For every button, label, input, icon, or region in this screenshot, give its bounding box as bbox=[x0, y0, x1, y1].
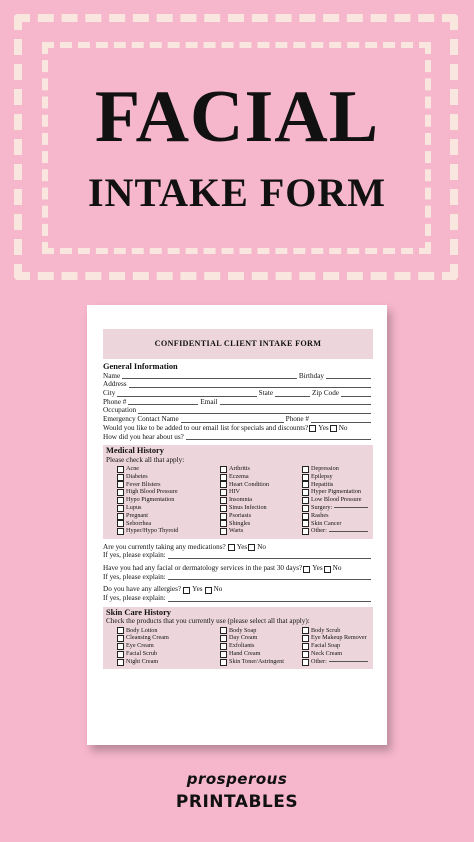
medical-item[interactable]: Diabetes bbox=[117, 473, 220, 481]
medical-item[interactable]: Hyper/Hypo Thyroid bbox=[117, 528, 220, 536]
medical-item[interactable]: Epilepsy bbox=[302, 473, 370, 481]
checkbox[interactable] bbox=[302, 651, 309, 658]
allergies-question: Do you have any allergies? bbox=[103, 585, 182, 594]
medications-explain-row bbox=[103, 551, 373, 560]
general-information-section bbox=[103, 359, 373, 441]
city-label: City bbox=[103, 389, 116, 398]
phone-field[interactable] bbox=[128, 404, 198, 405]
skincare-item[interactable]: Night Cream bbox=[117, 658, 220, 666]
medical-col-1 bbox=[106, 465, 220, 535]
medications-question: Are you currently taking any medications? bbox=[103, 542, 226, 551]
checkbox[interactable] bbox=[220, 513, 227, 520]
checkbox[interactable] bbox=[117, 474, 124, 481]
allergies-explain-field[interactable] bbox=[168, 601, 371, 602]
medical-other-field[interactable] bbox=[329, 531, 368, 532]
checkbox[interactable] bbox=[117, 627, 124, 634]
checkbox[interactable] bbox=[302, 627, 309, 634]
medical-item[interactable]: Eczema bbox=[220, 473, 302, 481]
medical-item[interactable]: Psoriasis bbox=[220, 512, 302, 520]
skincare-item[interactable]: Skin Toner/Astringent bbox=[220, 658, 302, 666]
medical-heading: Medical History bbox=[106, 446, 164, 456]
email-field[interactable] bbox=[220, 404, 371, 405]
checkbox[interactable] bbox=[302, 659, 309, 666]
medical-item[interactable]: High Blood Pressure bbox=[117, 489, 220, 497]
medical-item[interactable]: Low Blood Pressure bbox=[302, 497, 370, 505]
medical-item[interactable]: Other: bbox=[302, 528, 370, 536]
medical-item[interactable]: Pregnant bbox=[117, 512, 220, 520]
checkbox[interactable] bbox=[302, 505, 309, 512]
medications-row bbox=[103, 543, 373, 552]
medical-checklist bbox=[106, 465, 370, 535]
checkbox[interactable] bbox=[220, 635, 227, 642]
medications-no-label: No bbox=[257, 542, 267, 551]
skincare-other-field[interactable] bbox=[329, 661, 368, 662]
occupation-field[interactable] bbox=[138, 413, 371, 414]
address-field[interactable] bbox=[129, 387, 371, 388]
medical-item[interactable]: Depression bbox=[302, 465, 370, 473]
skincare-col-1 bbox=[106, 627, 220, 666]
form-document bbox=[103, 329, 373, 669]
occupation-label: Occupation bbox=[103, 406, 137, 415]
phone-label: Phone # bbox=[103, 397, 127, 406]
address-label: Address bbox=[103, 380, 127, 389]
skin-care-history-section bbox=[103, 607, 373, 669]
birthday-label: Birthday bbox=[298, 371, 324, 380]
medical-item[interactable]: Shingles bbox=[220, 520, 302, 528]
medications-explain-field[interactable] bbox=[168, 558, 371, 559]
zip-field[interactable] bbox=[341, 396, 371, 397]
allergies-explain-row bbox=[103, 594, 373, 603]
medical-item[interactable]: Surgery: bbox=[302, 504, 370, 512]
email-list-no-checkbox[interactable] bbox=[330, 425, 337, 432]
skincare-heading: Skin Care History bbox=[106, 607, 171, 617]
checkbox[interactable] bbox=[302, 643, 309, 650]
checkbox[interactable] bbox=[220, 489, 227, 496]
city-field[interactable] bbox=[117, 396, 256, 397]
medical-col-3 bbox=[302, 465, 370, 535]
medical-item[interactable]: Hypo Pigmentation bbox=[117, 497, 220, 505]
phone-row bbox=[103, 398, 373, 407]
checkbox[interactable] bbox=[220, 520, 227, 527]
form-paper bbox=[87, 305, 387, 745]
address-row bbox=[103, 380, 373, 389]
medical-item[interactable]: Seborrhea bbox=[117, 520, 220, 528]
birthday-field[interactable] bbox=[326, 378, 371, 379]
allergies-row bbox=[103, 585, 373, 594]
general-heading: General Information bbox=[103, 362, 178, 371]
skincare-item[interactable]: Hand Cream bbox=[220, 650, 302, 658]
allergies-question-block bbox=[103, 585, 373, 602]
email-list-yes-checkbox[interactable] bbox=[309, 425, 316, 432]
checkbox[interactable] bbox=[302, 520, 309, 527]
checkbox[interactable] bbox=[117, 489, 124, 496]
skincare-item[interactable]: Facial Scrub bbox=[117, 650, 220, 658]
email-list-row bbox=[103, 424, 373, 433]
checkbox[interactable] bbox=[117, 528, 124, 535]
medical-item[interactable]: Arthritis bbox=[220, 465, 302, 473]
medical-item[interactable]: Hyper Pigmentation bbox=[302, 489, 370, 497]
medical-item[interactable]: Lupus bbox=[117, 504, 220, 512]
skincare-col-2 bbox=[220, 627, 302, 666]
medical-item[interactable]: Hepatitis bbox=[302, 481, 370, 489]
brand-name-line1: prosperous bbox=[186, 770, 288, 788]
services-row bbox=[103, 564, 373, 573]
checkbox[interactable] bbox=[220, 497, 227, 504]
email-list-question: Would you like to be added to our email list for specials and discounts? bbox=[103, 423, 309, 432]
checkbox[interactable] bbox=[117, 505, 124, 512]
state-label: State bbox=[258, 389, 274, 398]
hear-question: How did you hear about us? bbox=[103, 432, 184, 441]
checkbox[interactable] bbox=[220, 466, 227, 473]
occupation-row bbox=[103, 406, 373, 415]
services-explain-row bbox=[103, 573, 373, 582]
allergies-yes-checkbox[interactable] bbox=[183, 587, 190, 594]
services-question-block bbox=[103, 564, 373, 581]
services-no-label: No bbox=[332, 564, 342, 573]
medications-question-block bbox=[103, 543, 373, 560]
email-list-no-label: No bbox=[338, 423, 348, 432]
checkbox[interactable] bbox=[302, 474, 309, 481]
allergies-yes-label: Yes bbox=[192, 585, 203, 594]
hear-row bbox=[103, 432, 373, 441]
checkbox[interactable] bbox=[117, 659, 124, 666]
email-list-yes-label: Yes bbox=[318, 423, 329, 432]
checkbox[interactable] bbox=[117, 466, 124, 473]
medical-instruction: Please check all that apply: bbox=[106, 455, 185, 464]
checkbox[interactable] bbox=[302, 497, 309, 504]
checkbox[interactable] bbox=[220, 481, 227, 488]
checkbox[interactable] bbox=[302, 489, 309, 496]
brand-name-line2: PRINTABLES bbox=[175, 792, 299, 812]
skincare-col-3 bbox=[302, 627, 370, 666]
medical-item[interactable]: Skin Cancer bbox=[302, 520, 370, 528]
checkbox[interactable] bbox=[302, 481, 309, 488]
zip-label: Zip Code bbox=[312, 389, 339, 398]
title-facial: FACIAL bbox=[94, 76, 380, 158]
state-field[interactable] bbox=[275, 396, 310, 397]
surgery-field[interactable] bbox=[334, 507, 368, 508]
checkbox[interactable] bbox=[117, 651, 124, 658]
name-field[interactable] bbox=[122, 378, 297, 379]
medical-item[interactable]: Fever Blisters bbox=[117, 481, 220, 489]
email-label: Email bbox=[200, 397, 218, 406]
checkbox[interactable] bbox=[302, 635, 309, 642]
checkbox[interactable] bbox=[302, 528, 309, 535]
checkbox[interactable] bbox=[117, 513, 124, 520]
medical-col-2 bbox=[220, 465, 302, 535]
allergies-no-label: No bbox=[213, 585, 223, 594]
checkbox[interactable] bbox=[117, 643, 124, 650]
checkbox[interactable] bbox=[117, 481, 124, 488]
skincare-item[interactable]: Facial Soap bbox=[302, 643, 370, 651]
title-intake-form: INTAKE FORM bbox=[87, 170, 387, 215]
checkbox[interactable] bbox=[220, 659, 227, 666]
skincare-item[interactable]: Body Soap bbox=[220, 627, 302, 635]
checkbox[interactable] bbox=[220, 651, 227, 658]
medical-history-section bbox=[103, 445, 373, 538]
checkbox[interactable] bbox=[302, 466, 309, 473]
allergies-no-checkbox[interactable] bbox=[205, 587, 212, 594]
emergency-label: Emergency Contact Name bbox=[103, 415, 179, 424]
medical-item[interactable]: Insomnia bbox=[220, 497, 302, 505]
skincare-item[interactable]: Neck Cream bbox=[302, 650, 370, 658]
checkbox[interactable] bbox=[220, 528, 227, 535]
skincare-item[interactable]: Eye Makeup Remover bbox=[302, 635, 370, 643]
skincare-item[interactable]: Body Scrub bbox=[302, 627, 370, 635]
explain-label: If yes, please explain: bbox=[103, 594, 166, 603]
services-explain-field[interactable] bbox=[168, 579, 371, 580]
checkbox[interactable] bbox=[302, 513, 309, 520]
checkbox[interactable] bbox=[117, 520, 124, 527]
skincare-item[interactable]: Exfoliants bbox=[220, 643, 302, 651]
services-yes-label: Yes bbox=[312, 564, 323, 573]
skincare-checklist bbox=[106, 627, 370, 666]
form-title: CONFIDENTIAL CLIENT INTAKE FORM bbox=[103, 329, 373, 359]
checkbox[interactable] bbox=[220, 474, 227, 481]
explain-label: If yes, please explain: bbox=[103, 572, 166, 581]
medications-yes-label: Yes bbox=[236, 542, 248, 551]
medical-item[interactable]: Acne bbox=[117, 465, 220, 473]
emergency-phone-label: Phone # bbox=[285, 415, 309, 424]
medical-item[interactable]: Sinus Infection bbox=[220, 504, 302, 512]
medical-item[interactable]: Rashes bbox=[302, 512, 370, 520]
emergency-field[interactable] bbox=[181, 422, 284, 423]
hear-field[interactable] bbox=[186, 439, 371, 440]
name-label: Name bbox=[103, 371, 121, 380]
services-yes-checkbox[interactable] bbox=[303, 566, 310, 573]
medications-yes-checkbox[interactable] bbox=[228, 544, 235, 551]
checkbox[interactable] bbox=[117, 635, 124, 642]
checkbox[interactable] bbox=[220, 643, 227, 650]
emergency-row bbox=[103, 415, 373, 424]
medical-item[interactable]: Heart Condition bbox=[220, 481, 302, 489]
medications-no-checkbox[interactable] bbox=[248, 544, 255, 551]
skincare-item[interactable]: Eye Cream bbox=[117, 643, 220, 651]
skincare-instruction: Check the products that you currently use (please select all that apply): bbox=[106, 617, 310, 626]
checkbox[interactable] bbox=[220, 627, 227, 634]
city-row bbox=[103, 389, 373, 398]
medical-item[interactable]: Warts bbox=[220, 528, 302, 536]
name-row bbox=[103, 372, 373, 381]
skincare-item[interactable]: Cleansing Cream bbox=[117, 635, 220, 643]
skincare-item[interactable]: Day Cream bbox=[220, 635, 302, 643]
checkbox[interactable] bbox=[220, 505, 227, 512]
services-no-checkbox[interactable] bbox=[324, 566, 331, 573]
explain-label: If yes, please explain: bbox=[103, 551, 166, 560]
skincare-item[interactable]: Other: bbox=[302, 658, 370, 666]
checkbox[interactable] bbox=[117, 497, 124, 504]
emergency-phone-field[interactable] bbox=[311, 422, 371, 423]
medical-item[interactable]: HIV bbox=[220, 489, 302, 497]
services-question: Have you had any facial or dermatology services in the past 30 days? bbox=[103, 564, 303, 573]
skincare-item[interactable]: Body Lotion bbox=[117, 627, 220, 635]
